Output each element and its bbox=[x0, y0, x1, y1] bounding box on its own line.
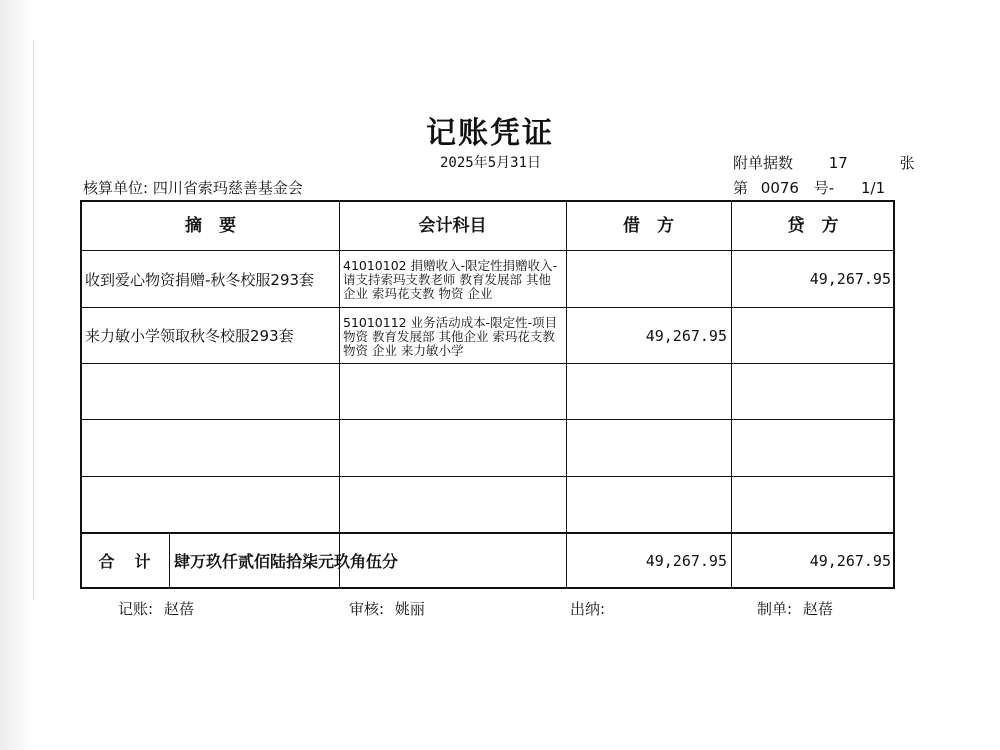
number-value: 0076 bbox=[760, 179, 799, 197]
row-2-debit: 49,267.95 bbox=[645, 326, 727, 345]
total-debit: 49,267.95 bbox=[645, 551, 727, 570]
header-credit: 贷 方 bbox=[787, 216, 839, 236]
total-credit: 49,267.95 bbox=[809, 551, 891, 570]
reviewer-name: 姚丽 bbox=[394, 600, 425, 618]
attachments-info bbox=[733, 152, 915, 173]
header-summary: 摘 要 bbox=[185, 216, 236, 236]
row-2-summary: 来力敏小学领取秋冬校服293套 bbox=[85, 327, 294, 345]
voucher-table bbox=[80, 200, 895, 589]
row-divider bbox=[82, 419, 893, 420]
voucher-date: 2025年5月31日 bbox=[440, 155, 542, 171]
attachments-label: 附单据数 bbox=[733, 154, 794, 172]
row-2-account: 51010112 业务活动成本-限定性-项目物资 教育发展部 其他企业 索玛花支教 物资 企业 来力敏小学 bbox=[343, 315, 558, 358]
row-1-summary: 收到爱心物资捐赠-秋冬校服293套 bbox=[85, 270, 315, 289]
number-suffix: 号- bbox=[813, 179, 835, 197]
accounting-unit bbox=[83, 177, 303, 198]
total-amount-in-words: 肆万玖仟贰佰陆拾柒元玖角伍分 bbox=[174, 552, 399, 571]
attachments-count: 17 bbox=[828, 154, 848, 172]
reviewer-label: 审核: bbox=[349, 600, 385, 618]
row-1-debit bbox=[567, 251, 731, 307]
voucher-title: 记账凭证 bbox=[426, 116, 554, 151]
scan-edge-line bbox=[33, 40, 34, 600]
bookkeeper-signature bbox=[118, 598, 194, 619]
unit-name: 四川省索玛慈善基金会 bbox=[152, 179, 303, 197]
total-label: 合 计 bbox=[98, 552, 153, 571]
row-2-credit bbox=[732, 308, 895, 363]
attachments-unit: 张 bbox=[899, 154, 915, 172]
header-debit: 借 方 bbox=[623, 216, 674, 236]
bookkeeper-label: 记账: bbox=[118, 600, 154, 618]
scan-edge-shadow bbox=[0, 0, 32, 750]
voucher-number bbox=[733, 177, 885, 198]
unit-label: 核算单位: bbox=[83, 179, 149, 197]
row-divider bbox=[82, 476, 893, 477]
row-divider bbox=[82, 363, 893, 364]
row-1-credit: 49,267.95 bbox=[809, 270, 891, 288]
header-account: 会计科目 bbox=[418, 216, 487, 236]
preparer-label: 制单: bbox=[757, 600, 793, 618]
cashier-signature bbox=[570, 598, 611, 619]
row-1-account: 41010102 捐赠收入-限定性捐赠收入-请支持索玛支教老师 教育发展部 其他企业 索玛花支教 物资 企业 bbox=[343, 258, 558, 301]
preparer-signature bbox=[757, 598, 833, 619]
page-indicator: 1/1 bbox=[860, 179, 886, 197]
cashier-label: 出纳: bbox=[570, 600, 606, 618]
number-prefix: 第 bbox=[733, 179, 749, 197]
reviewer-signature bbox=[349, 598, 425, 619]
preparer-name: 赵蓓 bbox=[802, 600, 833, 618]
bookkeeper-name: 赵蓓 bbox=[163, 600, 194, 618]
